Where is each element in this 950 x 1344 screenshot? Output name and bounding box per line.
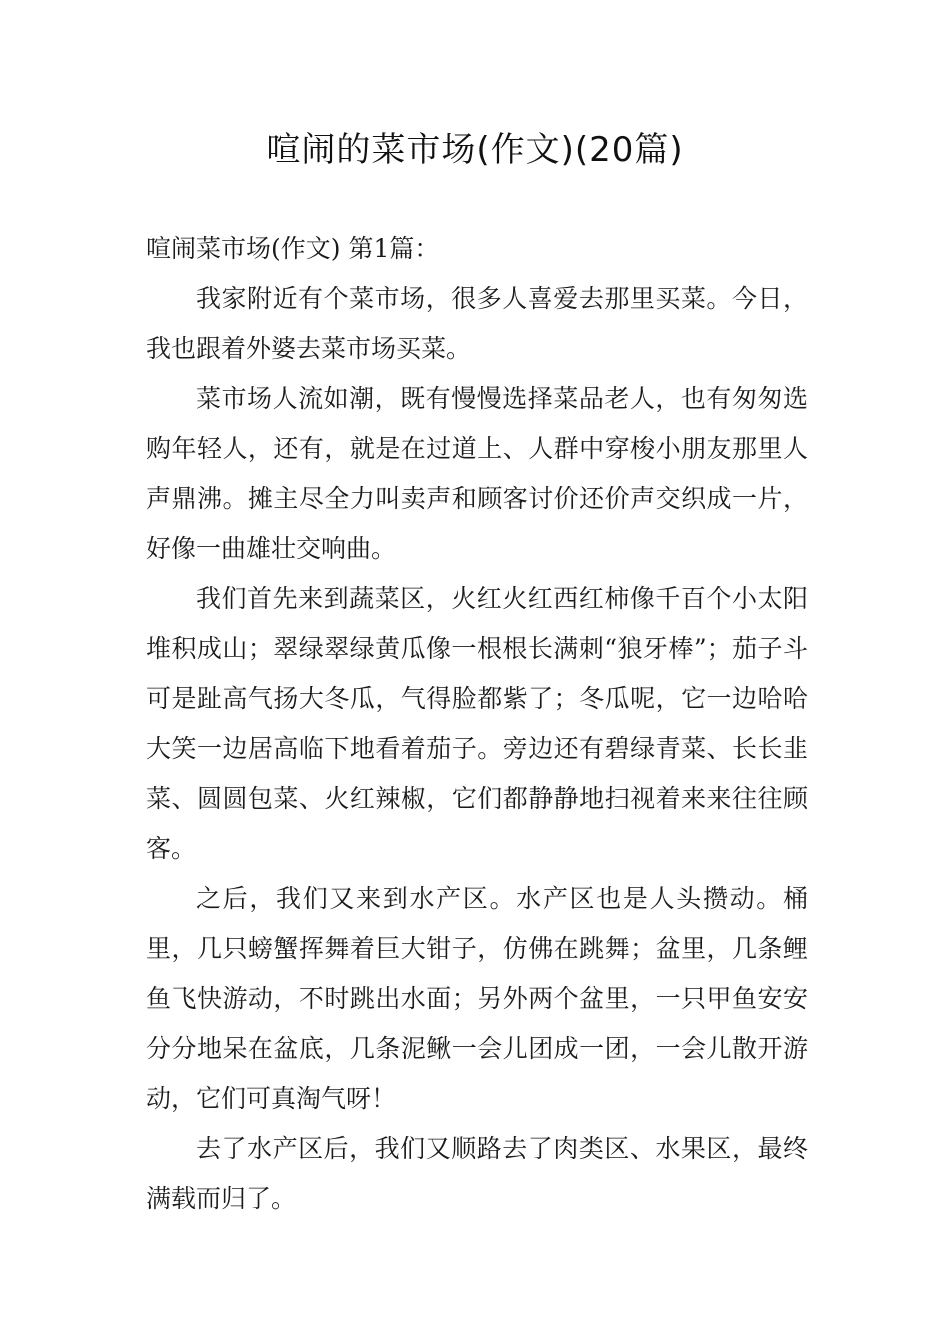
document-title: 喧闹的菜市场(作文)(20篇)	[266, 130, 684, 170]
paragraph: 菜市场人流如潮，既有慢慢选择菜品老人，也有匆匆选购年轻人，还有，就是在过道上、人群中穿梭小朋友那里人声鼎沸。摊主尽全力叫卖声和顾客讨价还价声交织成一片，好像一曲雄壮交响曲。	[146, 384, 808, 563]
document-body	[146, 224, 808, 1224]
paragraph: 之后，我们又来到水产区。水产区也是人头攒动。桶里，几只螃蟹挥舞着巨大钳子，仿佛在跳舞；盆里，几条鲤鱼飞快游动，不时跳出水面；另外两个盆里，一只甲鱼安安分分地呆在盆底，几条泥鳅一会儿团成一团，一会儿散开游动，它们可真淘气呀！	[146, 884, 808, 1113]
section-heading: 喧闹菜市场(作文) 第1篇：	[146, 234, 440, 263]
paragraph: 我们首先来到蔬菜区，火红火红西红柿像千百个小太阳堆积成山；翠绿翠绿黄瓜像一根根长满刺“狼牙棒”；茄子斗可是趾高气扬大冬瓜，气得脸都紫了；冬瓜呢，它一边哈哈大笑一边居高临下地看着茄子。旁边还有碧绿青菜、长长韭菜、圆圆包菜、火红辣椒，它们都静静地扫视着来来往往顾客。	[146, 584, 808, 863]
paragraph: 我家附近有个菜市场，很多人喜爱去那里买菜。今日，我也跟着外婆去菜市场买菜。	[146, 284, 808, 363]
paragraph: 去了水产区后，我们又顺路去了肉类区、水果区，最终满载而归了。	[146, 1134, 808, 1213]
